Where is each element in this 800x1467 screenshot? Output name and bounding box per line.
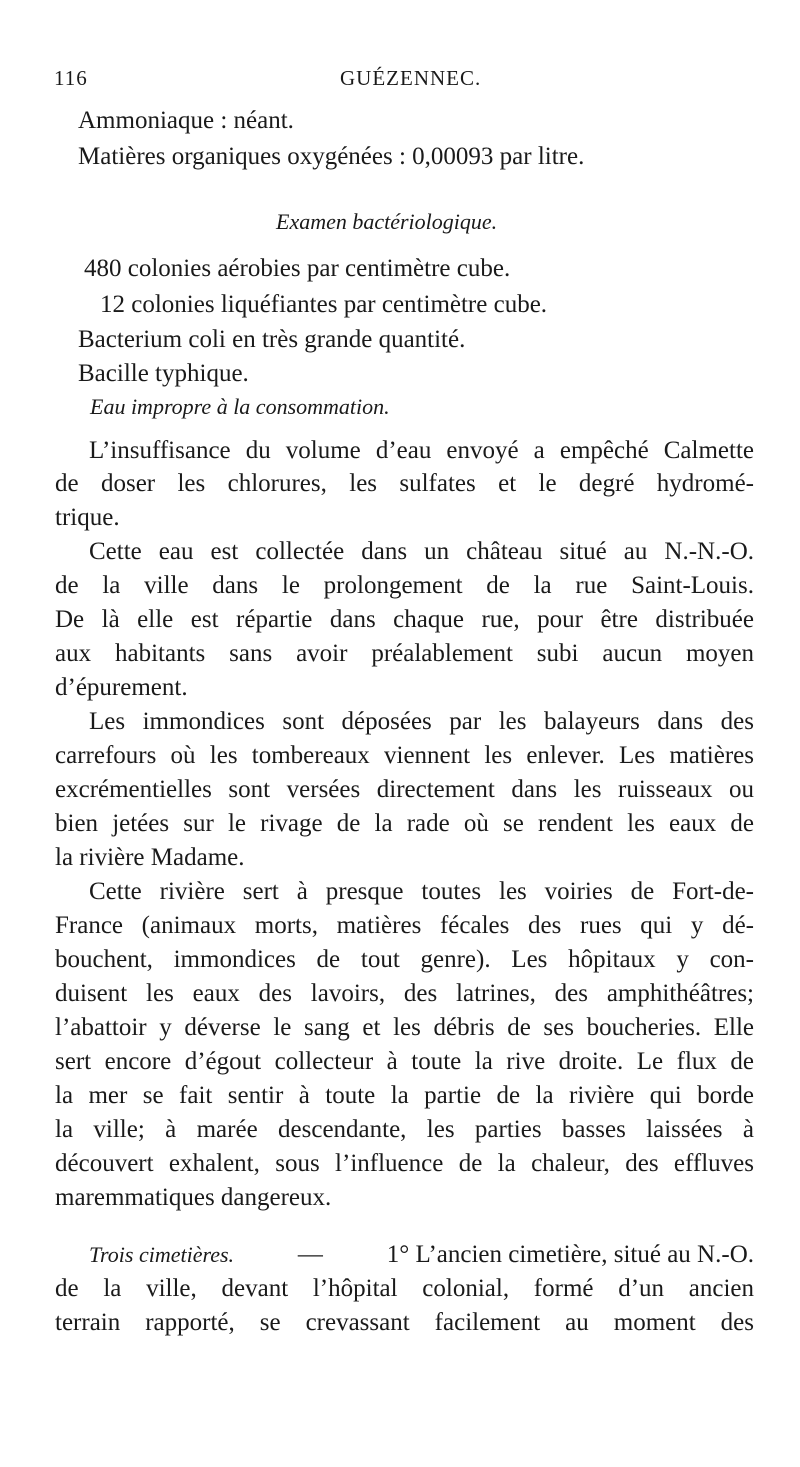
cemeteries-heading: Trois cimetières. (89, 1242, 235, 1267)
paragraph-4-line-1: Cette rivière sert à presque toutes les voiries de Fort-de- (89, 878, 754, 905)
paragraph-4-line-3: bouchent, immondices de tout genre). Les hôpitaux y con- (55, 946, 754, 973)
organic-matter-line: Matières organiques oxygénées : 0,00093 par litre. (78, 143, 585, 170)
paragraph-4-line-2: France (animaux morts, matières fécales des rues qui y dé- (55, 912, 754, 939)
running-head (54, 66, 754, 96)
running-title: GUÉZENNEC. (340, 66, 482, 90)
paragraph-4-line-7: la mer se fait sentir à toute la partie de la rivière qui borde (55, 1082, 754, 1109)
paragraph-2-line-5: d’épurement. (55, 674, 188, 701)
cemeteries-first-line (89, 1240, 754, 1270)
paragraph-2-line-3: De là elle est répartie dans chaque rue, pour être distribuée (55, 606, 754, 633)
paragraph-4-line-9: découvert exhalent, sous l’influence de la chaleur, des effluves (55, 1150, 754, 1177)
paragraph-3-line-4: bien jetées sur le rivage de la rade où se rendent les eaux de (55, 810, 754, 837)
paragraph-3-line-5: la rivière Madame. (55, 844, 245, 871)
bacteriology-line-aerobic: 480 colonies aérobies par centimètre cube. (84, 255, 511, 282)
cemeteries-line-1: 1° L’ancien cimetière, situé au N.-O. (386, 1241, 754, 1268)
paragraph-1-line-1: L’insuffisance du volume d’eau envoyé a empêché Calmette (89, 437, 754, 464)
paragraph-1-line-2: de doser les chlorures, les sulfates et le degré hydromé- (55, 470, 754, 497)
bacteriology-line-coli: Bacterium coli en très grande quantité. (78, 326, 466, 353)
bacteriology-heading: Examen bactériologique. (276, 209, 498, 234)
paragraph-4-line-4: duisent les eaux des lavoirs, des latrines, des amphithéâtres; (55, 980, 754, 1007)
cemeteries-line-3: terrain rapporté, se crevassant facilement au moment des (55, 1309, 754, 1336)
paragraph-2-line-2: de la ville dans le prolongement de la rue Saint-Louis. (55, 572, 754, 599)
paragraph-4-line-10: maremmatiques dangereux. (55, 1184, 332, 1211)
paragraph-4-line-5: l’abattoir y déverse le sang et les débris de ses boucheries. Elle (55, 1014, 754, 1041)
cemeteries-dash: — (297, 1241, 323, 1268)
cemeteries-line-2: de la ville, devant l’hôpital colonial, formé d’un ancien (55, 1275, 754, 1302)
ammonia-line: Ammoniaque : néant. (78, 107, 294, 134)
bacteriology-line-liquefying: 12 colonies liquéfiantes par centimètre cube. (100, 291, 548, 318)
paragraph-3-line-2: carrefours où les tombereaux viennent les enlever. Les matières (55, 742, 754, 769)
paragraph-2-line-1: Cette eau est collectée dans un château situé au N.-N.-O. (89, 538, 754, 565)
paragraph-4-line-8: la ville; à marée descendante, les parties basses laissées à (55, 1116, 754, 1143)
paragraph-1-line-3: trique. (55, 504, 120, 531)
paragraph-2-line-4: aux habitants sans avoir préalablement subi aucun moyen (55, 640, 754, 667)
paragraph-4-line-6: sert encore d’égout collecteur à toute la rive droite. Le flux de (55, 1048, 754, 1075)
bacteriology-verdict: Eau impropre à la consommation. (90, 394, 390, 419)
paragraph-3-line-1: Les immondices sont déposées par les balayeurs dans des (89, 708, 754, 735)
paragraph-3-line-3: excrémentielles sont versées directement dans les ruisseaux ou (55, 776, 754, 803)
bacteriology-line-typhoid: Bacille typhique. (78, 360, 249, 387)
page-number: 116 (54, 66, 88, 90)
